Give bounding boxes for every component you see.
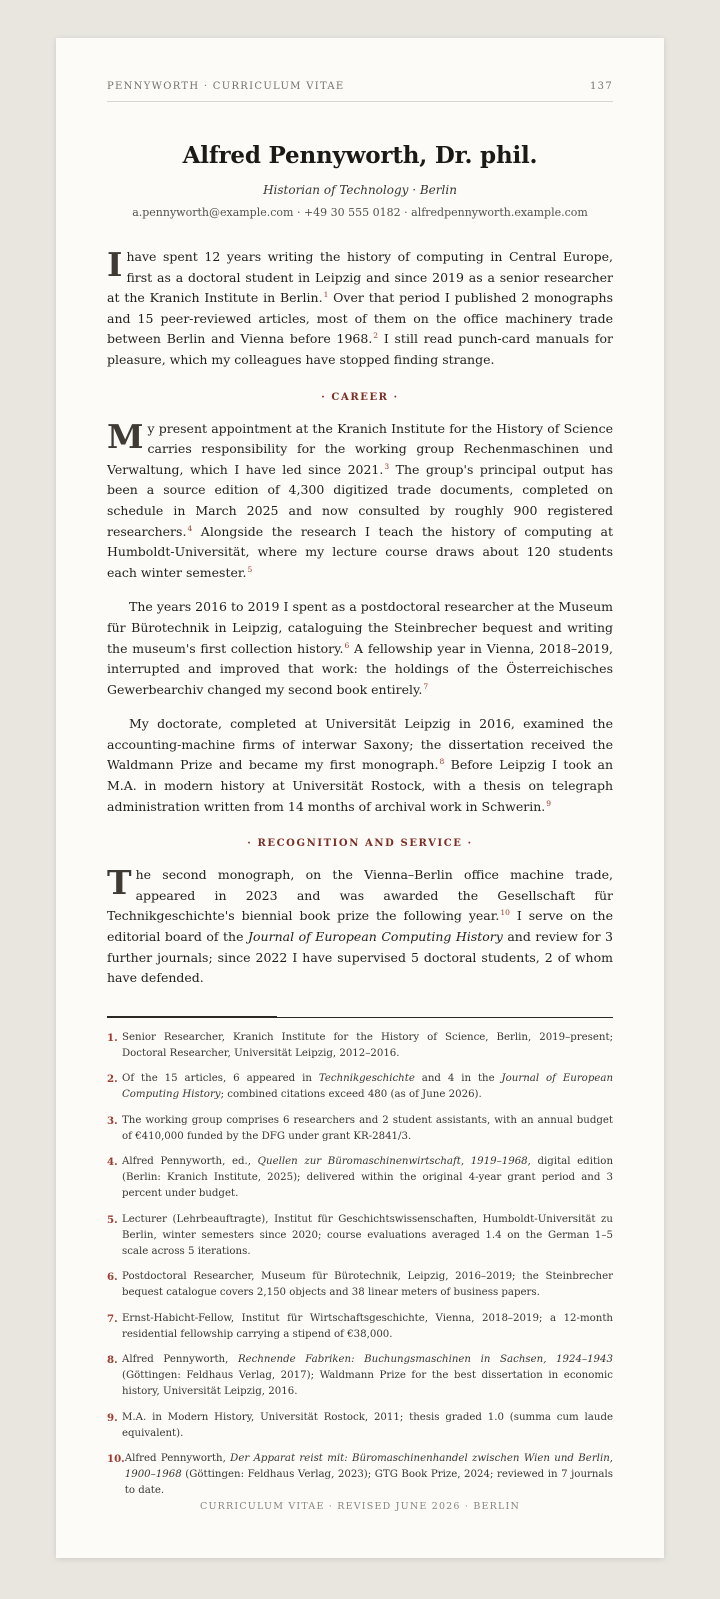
footnote-number: 4. xyxy=(107,1156,118,1169)
text-run: (Göttingen: Feldhaus Verlag, 2023); GTG Book Prize, 2024; reviewed in 7 journals to date. xyxy=(124,1469,613,1497)
footnote-ref[interactable]: 10 xyxy=(500,908,510,918)
person-name: Alfred Pennyworth, Dr. phil. xyxy=(182,142,538,169)
text-run: Alfred Pennyworth, xyxy=(124,1453,231,1465)
footnote-number: 9. xyxy=(107,1411,118,1424)
italic-title: Technikgeschichte xyxy=(318,1073,415,1085)
italic-title: Der Apparat reist mit: Büromaschinenhandel zwischen Wien und Berlin, 1900–1968 xyxy=(124,1453,613,1481)
text-run: he second monograph, on the Vienna–Berlin office machine trade, appeared in 2023 and was awarded the Gesellschaft für Technikgeschichte's biennial book prize the following year. xyxy=(107,867,613,924)
contact-line: a.pennyworth@example.com · +49 30 555 0182 · alfredpennyworth.example.com xyxy=(132,206,588,219)
cv-page xyxy=(56,38,664,1558)
footnote-item xyxy=(107,1212,613,1261)
text-run: , digital edition (Berlin: Kranich Institute, 2025); delivered within the original 4-year grant period and 3 percent under budget. xyxy=(122,1156,614,1200)
drop-cap: M xyxy=(107,416,144,456)
text-run: My doctorate, completed at Universität Leipzig in 2016, examined the accounting-machine firms of interwar Saxony; the dissertation received the Waldmann Prize and became my first monograph. xyxy=(107,716,613,773)
text-run: Alongside the research I teach the history of computing at Humboldt-Universität, where my lecture course draws about 120 students each winter semester. xyxy=(107,523,613,580)
footnote-ref[interactable]: 8 xyxy=(439,757,445,767)
drop-cap: T xyxy=(107,863,132,903)
text-run: and review for 3 further journals; since 2022 I have supervised 5 doctoral students, 2 of whom have defended. xyxy=(107,929,614,986)
footnote-number: 1. xyxy=(107,1031,118,1044)
drop-cap: I xyxy=(107,245,123,284)
footnote-ref[interactable]: 2 xyxy=(373,331,379,341)
footnote-text xyxy=(125,1451,613,1500)
text-run: Ernst-Habicht-Fellow, Institut für Wirtschaftsgeschichte, Vienna, 2018–2019; a 12-month residential fellowship carrying a stipend of €38,000. xyxy=(122,1312,613,1340)
italic-title: Quellen zur Büromaschinenwirtschaft, 1919–1968 xyxy=(257,1156,528,1168)
journal-title: Journal of European Computing History xyxy=(248,929,503,945)
text-run: I serve on the editorial board of the xyxy=(107,908,613,945)
text-run: I still read punch-card manuals for pleasure, which my colleagues have stopped finding strange. xyxy=(107,331,613,367)
text-run: Alfred Pennyworth, ed., xyxy=(122,1156,258,1168)
footnote-item xyxy=(107,1451,613,1500)
footnote-number: 2. xyxy=(107,1073,118,1086)
footnote-number: 5. xyxy=(107,1213,118,1226)
section-heading-recognition: · RECOGNITION AND SERVICE · xyxy=(247,838,473,850)
footnote-number: 7. xyxy=(107,1312,118,1325)
footnote-ref[interactable]: 6 xyxy=(344,640,350,650)
text-run: The years 2016 to 2019 I spent as a postdoctoral researcher at the Museum für Bürotechnik in Leipzig, cataloguing the Steinbrecher bequest and writing the museum's first collection history. xyxy=(107,599,613,656)
career-paragraph-2 xyxy=(107,597,613,700)
footnote-text xyxy=(122,1311,613,1343)
footnote-number: 8. xyxy=(107,1354,118,1367)
italic-title: Rechnende Fabriken: Buchungsmaschinen in Sachsen, 1924–1943 xyxy=(237,1354,613,1366)
text-run: Over that period I published 2 monographs and 15 peer-reviewed articles, most of them on the office machinery trade between Berlin and Vienna before 1968. xyxy=(107,290,613,347)
footnote-text xyxy=(122,1352,613,1401)
footnote-ref[interactable]: 9 xyxy=(546,798,552,808)
footnote-item xyxy=(107,1030,613,1062)
text-run: Before Leipzig I took an M.A. in modern history at Universität Rostock, with a thesis on telegraph administration written from 14 months of archival work in Schwerin. xyxy=(107,757,613,814)
footnote-item xyxy=(107,1311,613,1343)
recognition-paragraph xyxy=(107,865,613,989)
footnote-text xyxy=(122,1410,613,1442)
cv-body xyxy=(107,247,613,989)
person-subtitle: Historian of Technology · Berlin xyxy=(263,183,457,197)
page-number: 137 xyxy=(590,81,613,92)
footnote-number: 10. xyxy=(107,1453,125,1466)
section-heading-career: · CAREER · xyxy=(321,391,399,403)
page-footer: CURRICULUM VITAE · REVISED JUNE 2026 · BERLIN xyxy=(200,1501,520,1512)
footnote-item xyxy=(107,1113,613,1145)
text-run: The working group comprises 6 researchers and 2 student assistants, with an annual budget of €410,000 funded by the DFG under grant KR-2841/3. xyxy=(122,1114,613,1142)
text-run: ; combined citations exceed 480 (as of June 2026). xyxy=(220,1089,482,1101)
footnote-ref[interactable]: 7 xyxy=(423,681,429,691)
text-run: Postdoctoral Researcher, Museum für Bürotechnik, Leipzig, 2016–2019; the Steinbrecher bequest catalogue covers 2,150 objects and 38 linear meters of business papers. xyxy=(122,1271,613,1299)
footnote-list xyxy=(107,1030,613,1500)
footnote-item xyxy=(107,1352,613,1401)
footnote-text xyxy=(122,1030,613,1062)
footnote-item xyxy=(107,1154,613,1203)
footnote-rule xyxy=(107,1017,613,1018)
footnote-ref[interactable]: 3 xyxy=(384,461,390,471)
footnote-item xyxy=(107,1269,613,1301)
running-head-title: PENNYWORTH · CURRICULUM VITAE xyxy=(107,81,345,92)
footnote-number: 3. xyxy=(107,1114,118,1127)
text-run: M.A. in Modern History, Universität Rostock, 2011; thesis graded 1.0 (summa cum laude equivalent). xyxy=(122,1411,613,1439)
footnote-text xyxy=(122,1071,613,1103)
footnote-text xyxy=(122,1113,613,1145)
text-run: have spent 12 years writing the history of computing in Central Europe, first as a doctoral student in Leipzig and since 2019 as a senior researcher at the Kranich Institute in Berlin. xyxy=(107,249,613,306)
career-paragraph-3 xyxy=(107,714,613,817)
text-run: The group's principal output has been a source edition of 4,300 digitized trade documents, completed on schedule in March 2025 and now consulted by roughly 900 registered researchers. xyxy=(107,461,613,539)
footnote-number: 6. xyxy=(107,1271,118,1284)
footnote-text xyxy=(122,1212,613,1261)
footnote-ref[interactable]: 4 xyxy=(187,523,193,533)
footnote-item xyxy=(107,1071,613,1103)
text-run: Alfred Pennyworth, xyxy=(122,1354,238,1366)
career-paragraph-1 xyxy=(107,416,613,584)
text-run: A fellowship year in Vienna, 2018–2019, interrupted and improved that work: the holdings of the Österreichisches Gewerbearchiv changed my second book entirely. xyxy=(107,640,613,697)
italic-title: Journal of European Computing History xyxy=(122,1073,614,1101)
text-run: and 4 in the xyxy=(414,1073,502,1085)
text-run: (Göttingen: Feldhaus Verlag, 2017); Waldmann Prize for the best dissertation in economic history, Universität Leipzig, 2016. xyxy=(122,1370,613,1398)
footnote-text xyxy=(122,1269,613,1301)
text-run: Lecturer (Lehrbeauftragte), Institut für Geschichtswissenschaften, Humboldt-Universität zu Berlin, winter semesters since 2020; course evaluations averaged 1.4 on the German 1–5 scale across 5 iterations. xyxy=(122,1213,613,1258)
footnote-text xyxy=(122,1154,613,1203)
intro-paragraph xyxy=(107,247,613,371)
footnote-item xyxy=(107,1410,613,1442)
footnote-ref[interactable]: 5 xyxy=(247,564,253,574)
footnote-ref[interactable]: 1 xyxy=(323,290,329,300)
text-run: Senior Researcher, Kranich Institute for the History of Science, Berlin, 2019–present; Doctoral Researcher, Universität Leipzig, 2012–2016. xyxy=(122,1031,613,1060)
text-run: Of the 15 articles, 6 appeared in xyxy=(122,1073,319,1085)
text-run: y present appointment at the Kranich Institute for the History of Science carries responsibility for the working group Rechenmaschinen und Verwaltung, which I have led since 2021. xyxy=(107,420,613,477)
running-head xyxy=(107,81,613,102)
